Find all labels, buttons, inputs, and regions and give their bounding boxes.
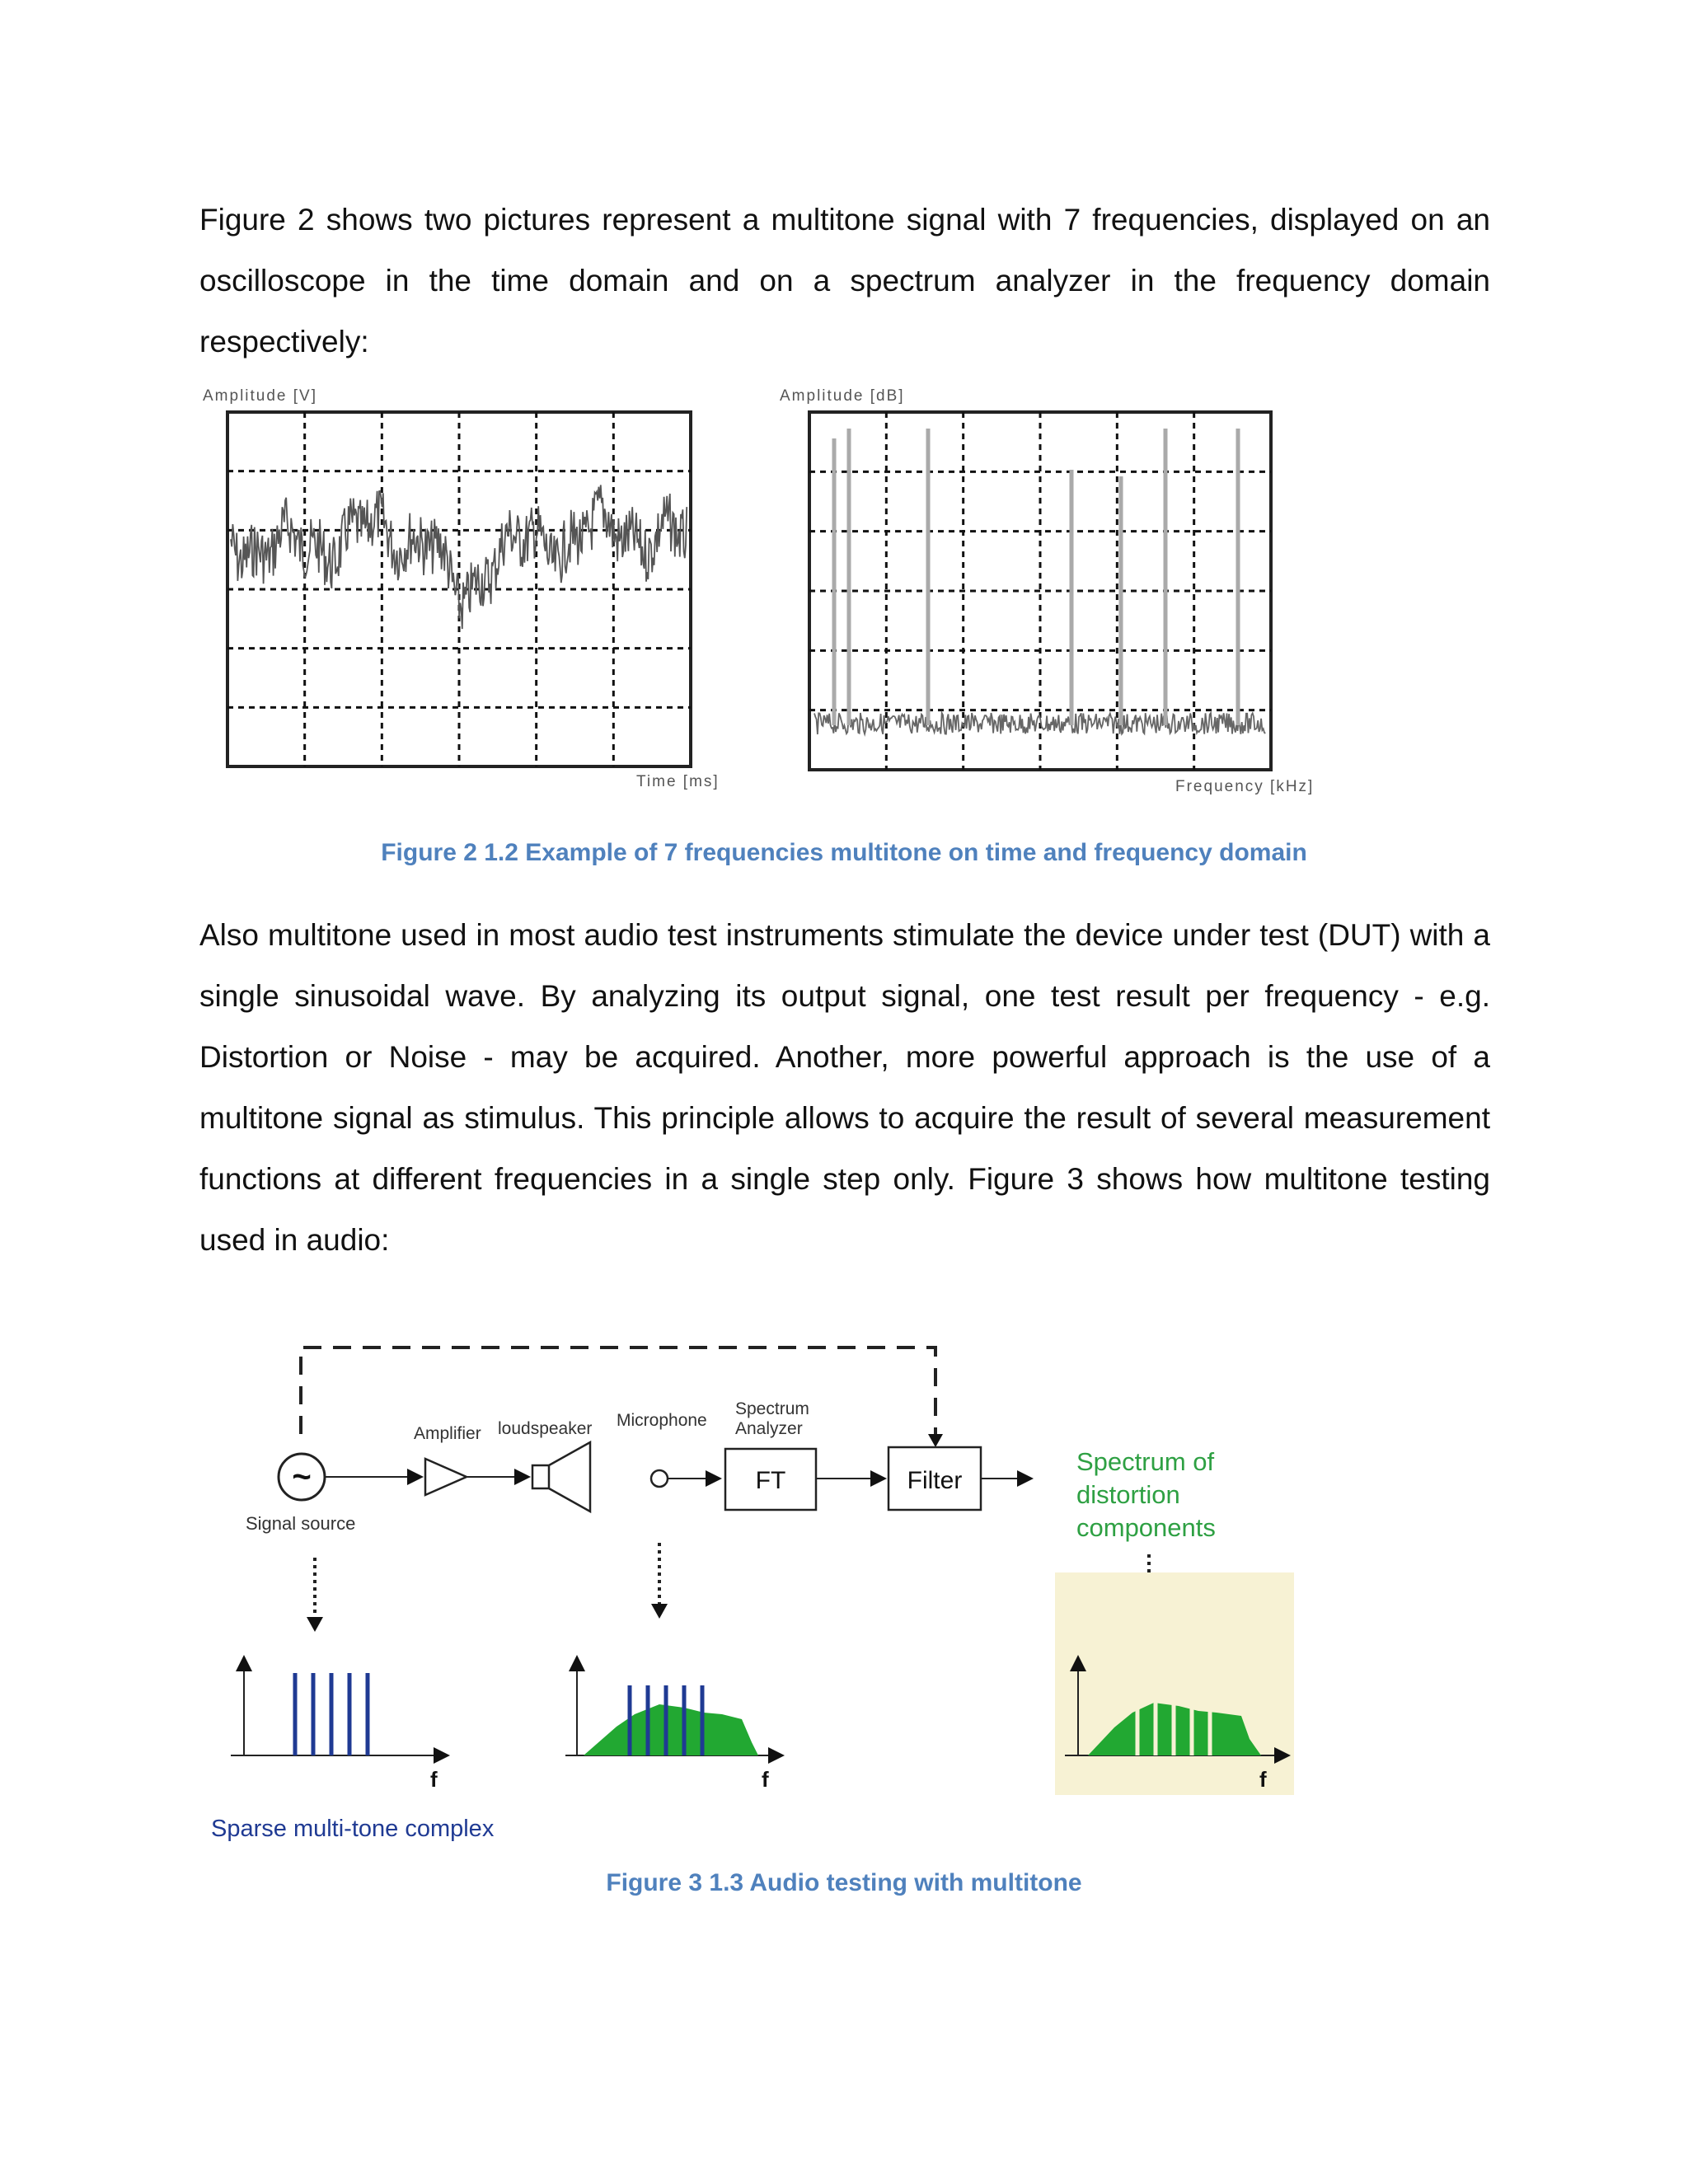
- scope-xlabel: Time [ms]: [636, 773, 720, 790]
- axis-f-1: f: [430, 1767, 438, 1792]
- amplifier-icon: [425, 1459, 467, 1495]
- spectrum-figure: [775, 379, 1352, 808]
- sparse-multitone-label: Sparse multi-tone complex: [211, 1816, 495, 1842]
- spectrum-xlabel: Frequency [kHz]: [1175, 778, 1315, 795]
- microphone-response-plot: [565, 1657, 783, 1792]
- oscilloscope-figure: [198, 379, 742, 799]
- filter-label: Filter: [907, 1467, 963, 1494]
- microphone-icon: [651, 1470, 668, 1487]
- scope-ylabel: Amplitude [V]: [203, 387, 317, 405]
- loudspeaker-label: loudspeaker: [498, 1419, 593, 1438]
- spectrum-analyzer-label-1: Spectrum: [735, 1399, 809, 1418]
- dotted-arrow-source-head: [307, 1617, 323, 1632]
- loudspeaker-icon: [532, 1442, 590, 1511]
- sparse-tone-plot: [231, 1657, 448, 1792]
- feedback-arrow-head: [928, 1434, 943, 1447]
- axis-f-3: f: [1259, 1767, 1267, 1792]
- tilde-glyph: ~: [292, 1459, 312, 1495]
- signal-source-label: Signal source: [246, 1513, 356, 1534]
- dotted-arrow-mic-head: [651, 1604, 668, 1619]
- spectrum-analyzer-label-2: Analyzer: [735, 1419, 803, 1438]
- microphone-label: Microphone: [617, 1411, 707, 1430]
- amplifier-label: Amplifier: [414, 1424, 481, 1443]
- ft-label: FT: [755, 1467, 786, 1494]
- spectrum-ylabel: Amplitude [dB]: [780, 387, 905, 405]
- audio-test-diagram: [198, 1310, 1352, 1854]
- axis-f-2: f: [762, 1767, 769, 1792]
- figure2-caption: Figure 2 1.2 Example of 7 frequencies multitone on time and frequency domain: [381, 839, 1307, 866]
- figure3-caption: Figure 3 1.3 Audio testing with multitone: [606, 1869, 1082, 1896]
- distortion-highlight: [1055, 1572, 1294, 1795]
- distortion-label-1: Spectrum of: [1076, 1447, 1215, 1476]
- response-area: [584, 1704, 758, 1755]
- intro-paragraph: Figure 2 shows two pictures represent a multitone signal with 7 frequencies, displayed on an oscilloscope in the time domain and on a spectrum analyzer in the frequency domain respectively:: [199, 203, 1490, 359]
- body-paragraph: Also multitone used in most audio test instruments stimulate the device under test (DUT) with a single sinusoidal wave. By analyzing its output signal, one test result per frequency - e.g. Distortion or Noise - may be acquired. Another, more powerful approach is the use of a multitone signal as stimulus. This principle allows to acquire the result of several measurement functions at different frequencies in a single step only. Figure 3 shows how multitone testing used in audio:: [199, 918, 1490, 1257]
- distortion-label-2: distortion: [1076, 1480, 1180, 1509]
- distortion-label-3: components: [1076, 1513, 1216, 1542]
